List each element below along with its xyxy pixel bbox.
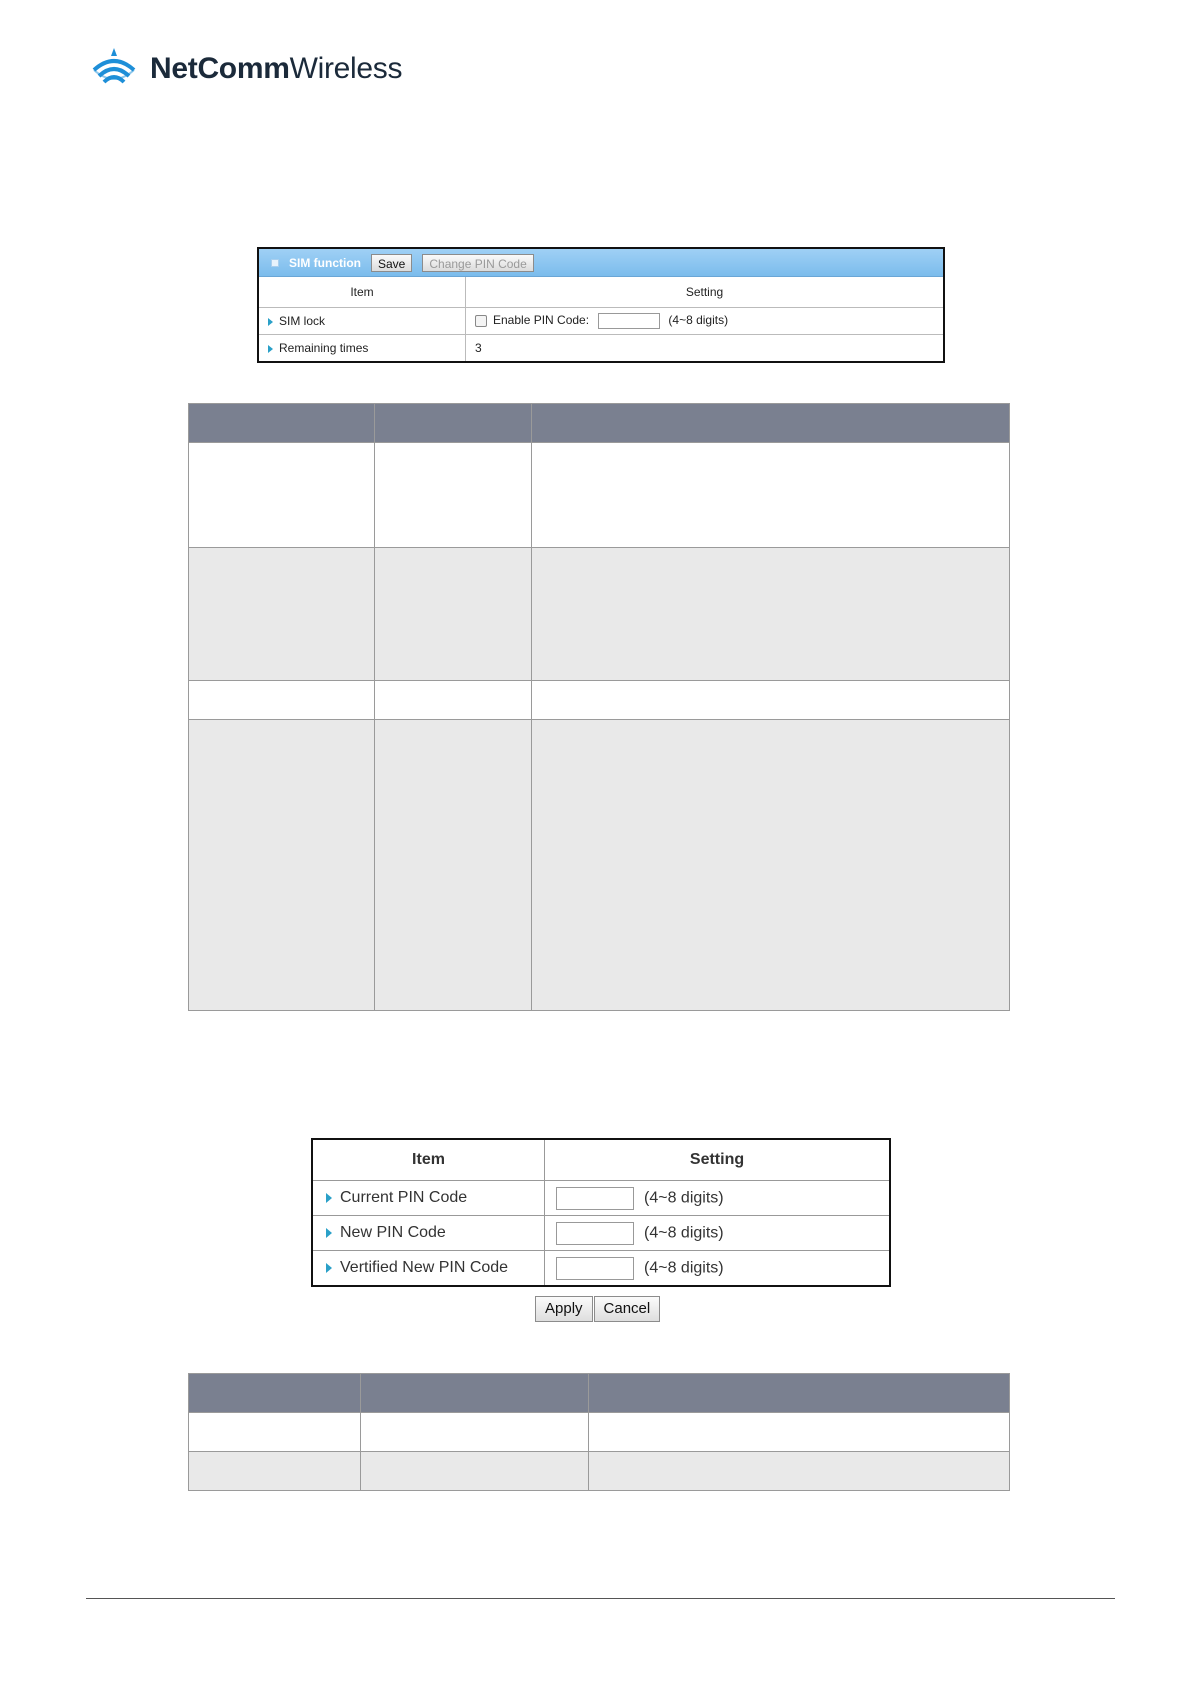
table-cell	[189, 1413, 361, 1452]
enable-pin-code-label: Enable PIN Code:	[493, 313, 590, 328]
header-cell	[532, 404, 1010, 443]
table-cell	[375, 681, 532, 720]
header-cell	[189, 404, 375, 443]
netcomm-logo	[88, 44, 402, 94]
header-cell	[189, 1374, 361, 1413]
row-setting	[545, 1216, 890, 1251]
row-label	[259, 308, 466, 335]
sim-lock-label: SIM lock	[279, 314, 326, 328]
pin-action-buttons	[535, 1296, 660, 1322]
table-cell	[532, 720, 1010, 1011]
column-header-setting: Setting	[545, 1140, 890, 1181]
pin-digits-hint: (4~8 digits)	[644, 1259, 724, 1277]
table-row	[313, 1251, 889, 1286]
row-setting	[545, 1251, 890, 1286]
table-cell	[375, 720, 532, 1011]
header-cell	[361, 1374, 589, 1413]
bullet-arrow-icon	[326, 1228, 332, 1238]
row-label	[313, 1181, 545, 1216]
bullet-arrow-icon	[326, 1193, 332, 1203]
row-label	[313, 1216, 545, 1251]
column-header-item: Item	[259, 277, 466, 308]
table-cell	[375, 548, 532, 681]
remaining-times-label: Remaining times	[279, 341, 369, 355]
table-header-row	[189, 404, 1010, 443]
table-header-row	[189, 1374, 1010, 1413]
table-cell	[589, 1413, 1010, 1452]
table-cell	[361, 1413, 589, 1452]
remaining-times-value: 3	[475, 341, 482, 355]
table-cell	[189, 1452, 361, 1491]
bullet-arrow-icon	[326, 1263, 332, 1273]
row-setting	[545, 1181, 890, 1216]
verified-new-pin-code-input[interactable]	[556, 1257, 634, 1280]
pin-digits-hint: (4~8 digits)	[668, 313, 729, 328]
sim-function-title-bar	[259, 249, 943, 277]
change-pin-description-table	[188, 1373, 1010, 1491]
table-row	[313, 1181, 889, 1216]
new-pin-code-label: New PIN Code	[340, 1224, 446, 1241]
table-cell	[589, 1452, 1010, 1491]
table-row	[189, 1452, 1010, 1491]
table-row	[189, 443, 1010, 548]
new-pin-code-input[interactable]	[556, 1222, 634, 1245]
table-cell	[375, 443, 532, 548]
pin-code-input[interactable]	[598, 313, 660, 329]
column-header-item: Item	[313, 1140, 545, 1181]
table-cell	[361, 1452, 589, 1491]
table-row	[259, 335, 943, 362]
sim-function-panel	[257, 247, 945, 363]
sim-function-description-table	[188, 403, 1010, 1011]
table-cell	[189, 681, 375, 720]
table-row	[189, 720, 1010, 1011]
enable-pin-code-checkbox[interactable]	[475, 315, 487, 327]
row-setting	[466, 308, 944, 335]
pin-digits-hint: (4~8 digits)	[644, 1189, 724, 1207]
sim-function-table	[259, 277, 943, 361]
pin-digits-hint: (4~8 digits)	[644, 1224, 724, 1242]
change-pin-panel	[311, 1138, 891, 1287]
column-header-setting: Setting	[466, 277, 944, 308]
table-cell	[532, 548, 1010, 681]
bullet-arrow-icon	[268, 345, 273, 353]
change-pin-code-button[interactable]: Change PIN Code	[422, 254, 533, 272]
table-row	[189, 1413, 1010, 1452]
table-cell	[532, 681, 1010, 720]
footer-divider	[86, 1598, 1115, 1599]
apply-button[interactable]: Apply	[535, 1296, 593, 1322]
verified-new-pin-code-label: Vertified New PIN Code	[340, 1259, 509, 1276]
cancel-button[interactable]: Cancel	[594, 1296, 661, 1322]
table-row	[313, 1216, 889, 1251]
collapse-icon[interactable]	[271, 259, 279, 267]
logo-wordmark-bold: NetComm	[150, 52, 290, 85]
table-cell	[189, 443, 375, 548]
save-button[interactable]: Save	[371, 254, 412, 272]
bullet-arrow-icon	[268, 318, 273, 326]
row-setting	[466, 335, 944, 362]
table-row	[189, 681, 1010, 720]
wifi-logo-icon	[88, 44, 140, 94]
row-label	[313, 1251, 545, 1286]
table-cell	[189, 720, 375, 1011]
table-cell	[532, 443, 1010, 548]
table-row	[189, 548, 1010, 681]
row-label	[259, 335, 466, 362]
current-pin-code-label: Current PIN Code	[340, 1189, 468, 1206]
current-pin-code-input[interactable]	[556, 1187, 634, 1210]
table-cell	[189, 548, 375, 681]
table-row	[259, 308, 943, 335]
header-cell	[375, 404, 532, 443]
logo-wordmark-regular: Wireless	[289, 52, 403, 85]
sim-function-title: SIM function	[289, 255, 361, 270]
logo-wordmark	[150, 52, 402, 86]
header-cell	[589, 1374, 1010, 1413]
change-pin-table	[313, 1140, 889, 1285]
